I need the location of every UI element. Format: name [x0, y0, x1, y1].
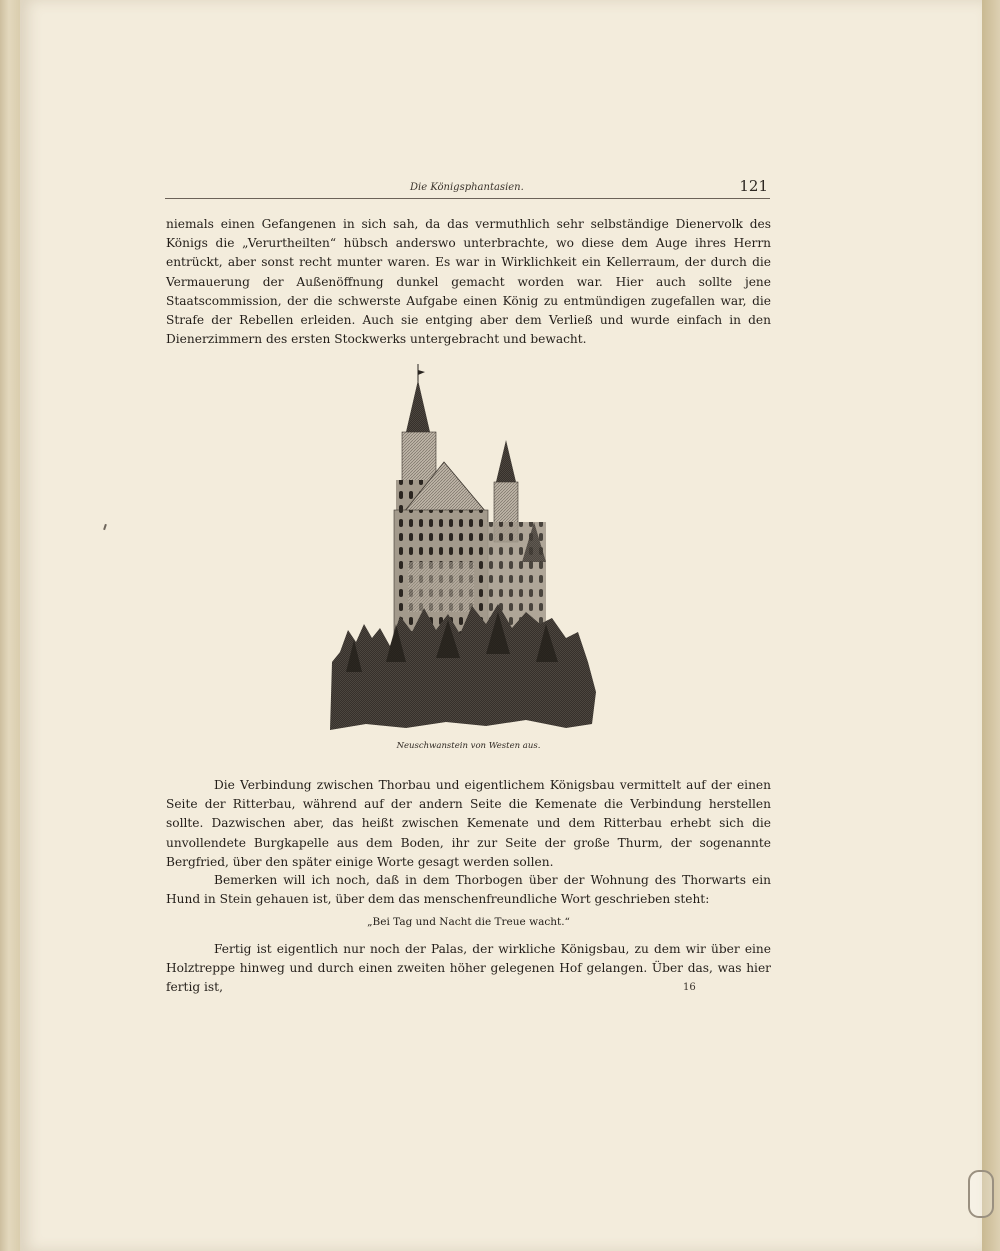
- running-title: Die Königsphantasien.: [410, 182, 524, 193]
- paragraph-3: Bemerken will ich noch, daß in dem Thorbogen über der Wohnung des Thorwarts ein Hund in Stein gehauen ist, über dem das menschenfreundliche Wort geschrieben steht:: [166, 873, 771, 907]
- castle-illustration: [326, 362, 598, 730]
- scan-right-edge: [982, 0, 1000, 1251]
- paragraph-2: Die Verbindung zwischen Thorbau und eigentlichem Königsbau vermittelt auf der einen Seite der Ritterbau, während auf der andern Seite die Kemenate die Verbindung herstellen sollte. Dazwischen aber, das heißt zwischen Kemenate und dem Ritterbau erhebt sich die unvollendete Burgkapelle aus dem Boden, ihr zur Seite der große Thurm, der sogenannte Bergfried, über den später einige Worte gesagt werden sollen.: [166, 778, 771, 869]
- paragraph-1: niemals einen Gefangenen in sich sah, da das vermuthlich sehr selbständige Dienervolk des Königs die „Verurtheilten“ hübsch anderswo unterbrachte, wo diese dem Auge ihres Herrn entrückt, aber sonst recht munter waren. Es war in Wirklichkeit ein Kellerraum, der durch die Vermauerung der Außenöffnung dunkel gemacht worden war. Hier auch sollte jene Staatscommission, der die schwerste Aufgabe einen König zu entmündigen zugefallen war, die Strafe der Rebellen erleiden. Auch sie entging aber dem Verließ und wurde einfach in den Dienerzimmern des ersten Stockwerks untergebracht und bewacht.: [166, 217, 771, 347]
- signature-mark: 16: [683, 982, 696, 993]
- binding-clip: [968, 1170, 994, 1218]
- figure-caption: Neuschwanstein von Westen aus.: [396, 741, 541, 751]
- page-number: 121: [739, 177, 768, 195]
- scan-left-edge: [0, 0, 22, 1251]
- quotation: „Bei Tag und Nacht die Treue wacht.“: [367, 916, 570, 928]
- running-header: [165, 178, 770, 199]
- paragraph-4: Fertig ist eigentlich nur noch der Palas, der wirkliche Königsbau, zu dem wir über eine Holztreppe hinweg und durch einen zweiten höher gelegenen Hof gelangen. Über das, was hier fertig ist,: [166, 942, 771, 995]
- castle-engraving: [326, 362, 598, 730]
